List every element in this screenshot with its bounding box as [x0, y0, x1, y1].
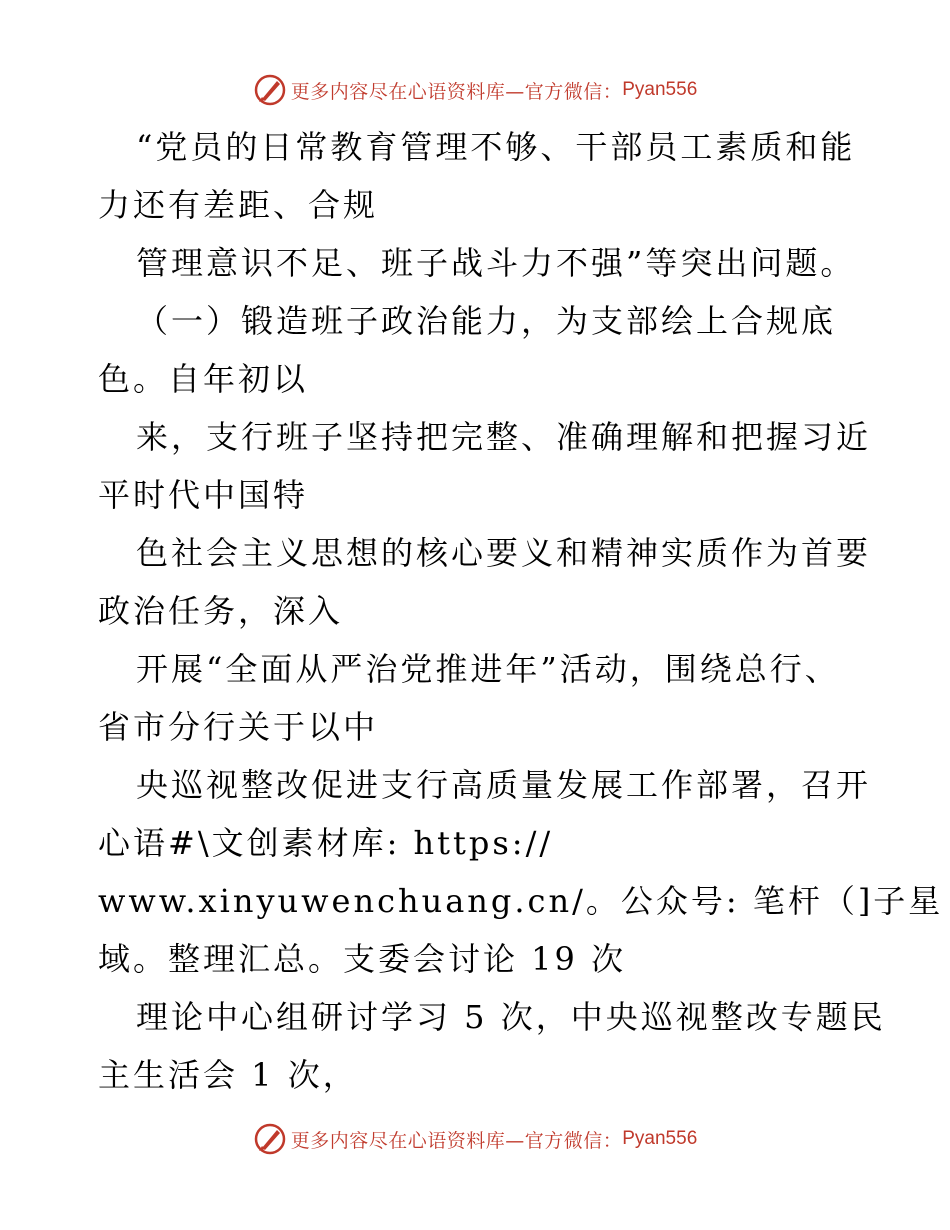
header-watermark [0, 70, 950, 110]
footer-watermark [0, 1119, 950, 1159]
text-line: 心语#\文创素材库: https:// [98, 824, 554, 862]
text-line: 省市分行关于以中 [98, 708, 379, 746]
text-line: 平时代中国特 [98, 476, 309, 514]
text-line: 域。整理汇总。支委会讨论 19 次 [98, 940, 627, 978]
text-line: （一）锻造班子政治能力，为支部绘上合规底 [136, 302, 837, 340]
text-line: 来，支行班子坚持把完整、准确理解和把握习近 [136, 418, 872, 456]
text-line: www.xinyuwenchuang.cn/。公众号: 笔杆（]子星 [98, 882, 944, 920]
document-body [98, 118, 944, 1104]
text-line: 管理意识不足、班子战斗力不强”等突出问题。 [136, 244, 856, 282]
quill-pen-icon [253, 1122, 287, 1156]
text-line: 力还有差距、合规 [98, 186, 379, 224]
quill-pen-icon [253, 73, 287, 107]
text-line: 政治任务，深入 [98, 592, 344, 630]
text-line: 主生活会 1 次， [98, 1056, 358, 1094]
text-line: 央巡视整改促进支行高质量发展工作部署，召开 [136, 766, 872, 804]
text-line: 开展“全面从严治党推进年”活动，围绕总行、 [136, 650, 840, 688]
text-line: 色。自年初以 [98, 360, 309, 398]
text-line: 理论中心组研讨学习 5 次，中央巡视整改专题民 [136, 998, 886, 1036]
text-line: “党员的日常教育管理不够、干部员工素质和能 [136, 128, 856, 166]
watermark-wechat-id: Pyan556 [622, 1128, 698, 1149]
watermark-text: 更多内容尽在心语资料库—官方微信： [290, 1129, 623, 1152]
watermark-wechat-id: Pyan556 [622, 79, 698, 100]
watermark-text: 更多内容尽在心语资料库—官方微信： [290, 80, 623, 103]
text-line: 色社会主义思想的核心要义和精神实质作为首要 [136, 534, 872, 572]
